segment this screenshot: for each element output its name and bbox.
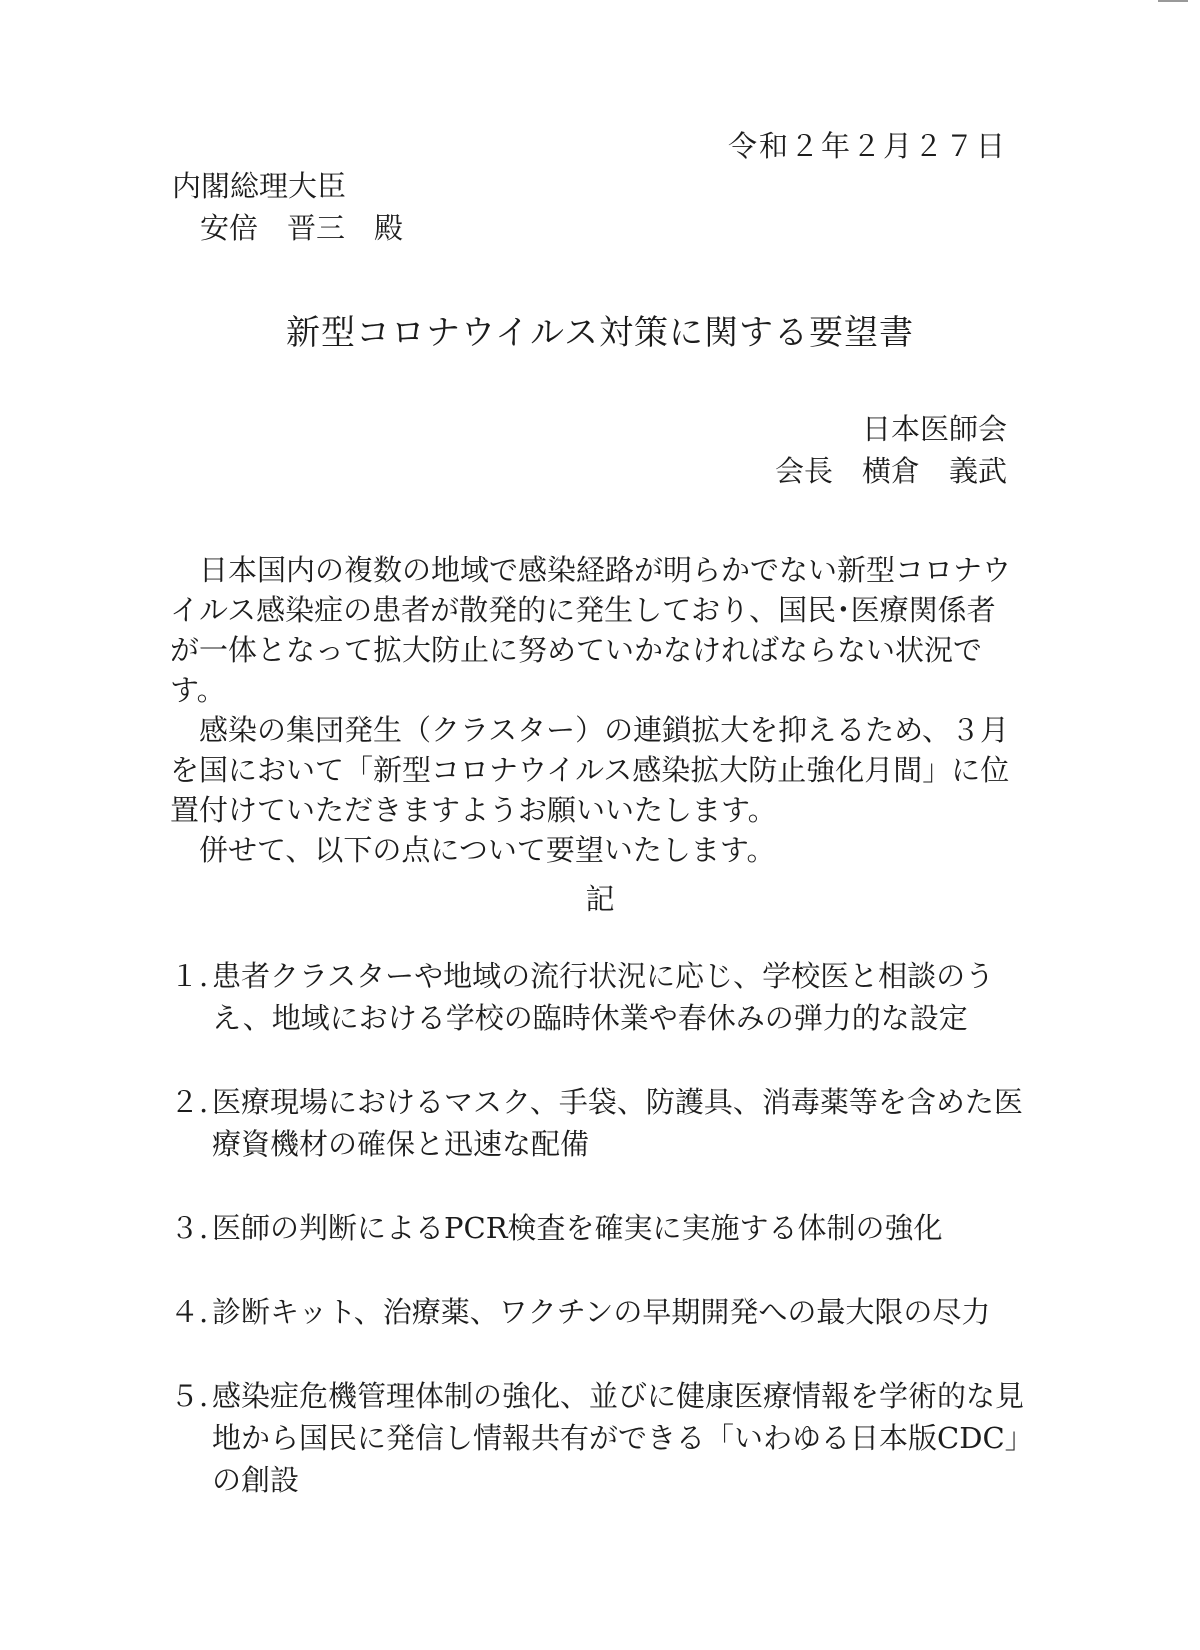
document-date: 令和２年２月２７日: [727, 129, 1007, 163]
item-number: １.: [170, 959, 209, 993]
body-paragraphs: [170, 550, 1020, 870]
item-number: ２.: [170, 1085, 209, 1119]
scan-edge-mark: [1158, 0, 1188, 2]
item-text: 診断キット、治療薬、ワクチンの早期開発への最大限の尽力: [212, 1295, 991, 1329]
sender-position-name: 会長 横倉 義武: [774, 454, 1007, 488]
item-number: ５.: [170, 1379, 209, 1413]
addressee-block: [172, 165, 403, 249]
ki-heading: 記: [585, 882, 615, 916]
item-text: 患者クラスターや地域の流行状況に応じ、学校医と相談のうえ、地域における学校の臨時休業や春休みの弾力的な設定: [212, 959, 995, 1035]
addressee-title: 内閣総理大臣: [172, 169, 347, 203]
list-item: [170, 955, 1040, 1039]
addressee-name: 安倍 晋三 殿: [200, 211, 404, 245]
item-number: ４.: [170, 1295, 209, 1329]
item-number: ３.: [170, 1211, 209, 1245]
paragraph: 日本国内の複数の地域で感染経路が明らかでない新型コロナウイルス感染症の患者が散発的に発生しており、国民･医療関係者が一体となって拡大防止に努めていかなければならない状況です。: [170, 553, 1012, 707]
list-item: [170, 1291, 1040, 1333]
paragraph: 併せて、以下の点について要望いたします。: [199, 833, 776, 867]
list-item: [170, 1375, 1040, 1501]
sender-organization: 日本医師会: [861, 412, 1007, 446]
list-item: [170, 1207, 1040, 1249]
sender-block: [775, 408, 1007, 492]
request-items: [170, 955, 1040, 1543]
list-item: [170, 1081, 1040, 1165]
item-text: 感染症危機管理体制の強化、並びに健康医療情報を学術的な見地から国民に発信し情報共有ができる「いわゆる日本版CDC」の創設: [212, 1379, 1034, 1497]
item-text: 医師の判断によるPCR検査を確実に実施する体制の強化: [212, 1211, 943, 1245]
document-title: 新型コロナウイルス対策に関する要望書: [286, 313, 914, 353]
paragraph: 感染の集団発生（クラスター）の連鎖拡大を抑えるため、３月を国において「新型コロナウイルス感染拡大防止強化月間」に位置付けていただきますようお願いいたします。: [170, 713, 1010, 827]
item-text: 医療現場におけるマスク、手袋、防護具、消毒薬等を含めた医療資機材の確保と迅速な配備: [212, 1085, 1023, 1161]
